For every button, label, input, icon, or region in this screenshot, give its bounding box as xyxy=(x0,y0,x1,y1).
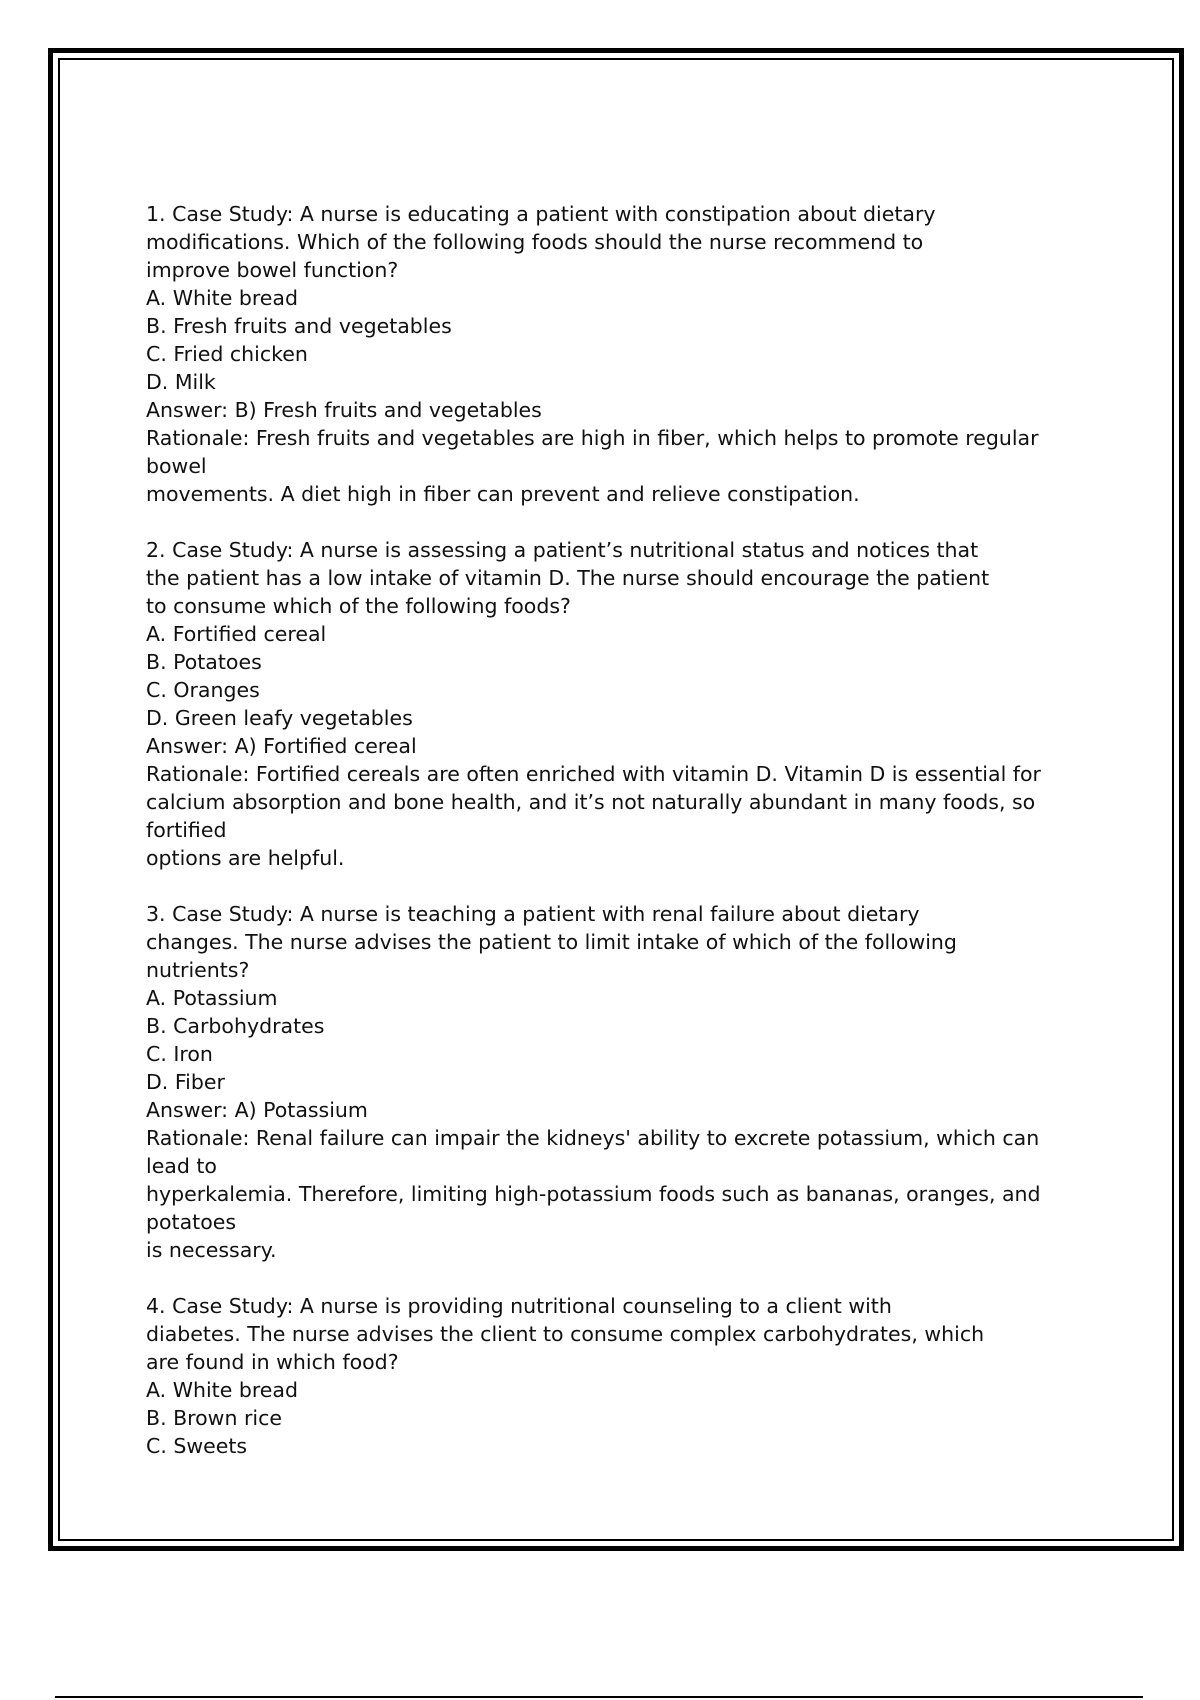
answer-option: D. Fiber xyxy=(146,1070,225,1094)
rationale-line: lead to xyxy=(146,1154,217,1178)
question-stem-line: 3. Case Study: A nurse is teaching a patient with renal failure about dietary xyxy=(146,902,920,926)
question-stem-line: nutrients? xyxy=(146,958,250,982)
rationale-line: Rationale: Renal failure can impair the kidneys' ability to excrete potassium, which can xyxy=(146,1126,1040,1150)
document-body xyxy=(146,200,1086,1488)
question-stem-line: the patient has a low intake of vitamin D. The nurse should encourage the patient xyxy=(146,566,990,590)
rationale-line: Rationale: Fortified cereals are often enriched with vitamin D. Vitamin D is essential for xyxy=(146,762,1041,786)
question-stem-line: improve bowel function? xyxy=(146,258,399,282)
answer-option: A. Potassium xyxy=(146,986,278,1010)
question-stem-line: 4. Case Study: A nurse is providing nutritional counseling to a client with xyxy=(146,1294,892,1318)
rationale-line: bowel xyxy=(146,454,207,478)
answer-option: B. Fresh fruits and vegetables xyxy=(146,314,452,338)
answer-option: A. White bread xyxy=(146,286,298,310)
answer-option: B. Carbohydrates xyxy=(146,1014,325,1038)
rationale-line: Rationale: Fresh fruits and vegetables are high in fiber, which helps to promote regular xyxy=(146,426,1039,450)
rationale-line: is necessary. xyxy=(146,1238,277,1262)
rationale-line: potatoes xyxy=(146,1210,237,1234)
question-stem-line: to consume which of the following foods? xyxy=(146,594,571,618)
question-stem-line: modifications. Which of the following foods should the nurse recommend to xyxy=(146,230,924,254)
answer-option: C. Iron xyxy=(146,1042,213,1066)
question-1 xyxy=(146,200,1086,508)
rationale-line: hyperkalemia. Therefore, limiting high-potassium foods such as bananas, oranges, and xyxy=(146,1182,1041,1206)
answer-option: A. White bread xyxy=(146,1378,298,1402)
answer-option: A. Fortified cereal xyxy=(146,622,327,646)
footer-divider xyxy=(55,1696,1143,1698)
rationale-line: calcium absorption and bone health, and it’s not naturally abundant in many foods, so xyxy=(146,790,1036,814)
question-stem-line: are found in which food? xyxy=(146,1350,399,1374)
answer-option: C. Sweets xyxy=(146,1434,248,1458)
answer-option: B. Brown rice xyxy=(146,1406,282,1430)
answer-key: Answer: A) Fortified cereal xyxy=(146,734,417,758)
question-stem-line: changes. The nurse advises the patient to limit intake of which of the following xyxy=(146,930,957,954)
question-stem-line: 1. Case Study: A nurse is educating a patient with constipation about dietary xyxy=(146,202,936,226)
answer-option: C. Fried chicken xyxy=(146,342,308,366)
answer-key: Answer: A) Potassium xyxy=(146,1098,368,1122)
rationale-line: movements. A diet high in fiber can prevent and relieve constipation. xyxy=(146,482,860,506)
rationale-line: options are helpful. xyxy=(146,846,345,870)
question-stem-line: 2. Case Study: A nurse is assessing a patient’s nutritional status and notices that xyxy=(146,538,979,562)
rationale-line: fortified xyxy=(146,818,227,842)
question-3 xyxy=(146,900,1086,1264)
question-4 xyxy=(146,1292,1086,1460)
answer-option: B. Potatoes xyxy=(146,650,262,674)
answer-key: Answer: B) Fresh fruits and vegetables xyxy=(146,398,542,422)
answer-option: D. Milk xyxy=(146,370,216,394)
answer-option: C. Oranges xyxy=(146,678,260,702)
question-2 xyxy=(146,536,1086,872)
question-stem-line: diabetes. The nurse advises the client to consume complex carbohydrates, which xyxy=(146,1322,985,1346)
answer-option: D. Green leafy vegetables xyxy=(146,706,413,730)
